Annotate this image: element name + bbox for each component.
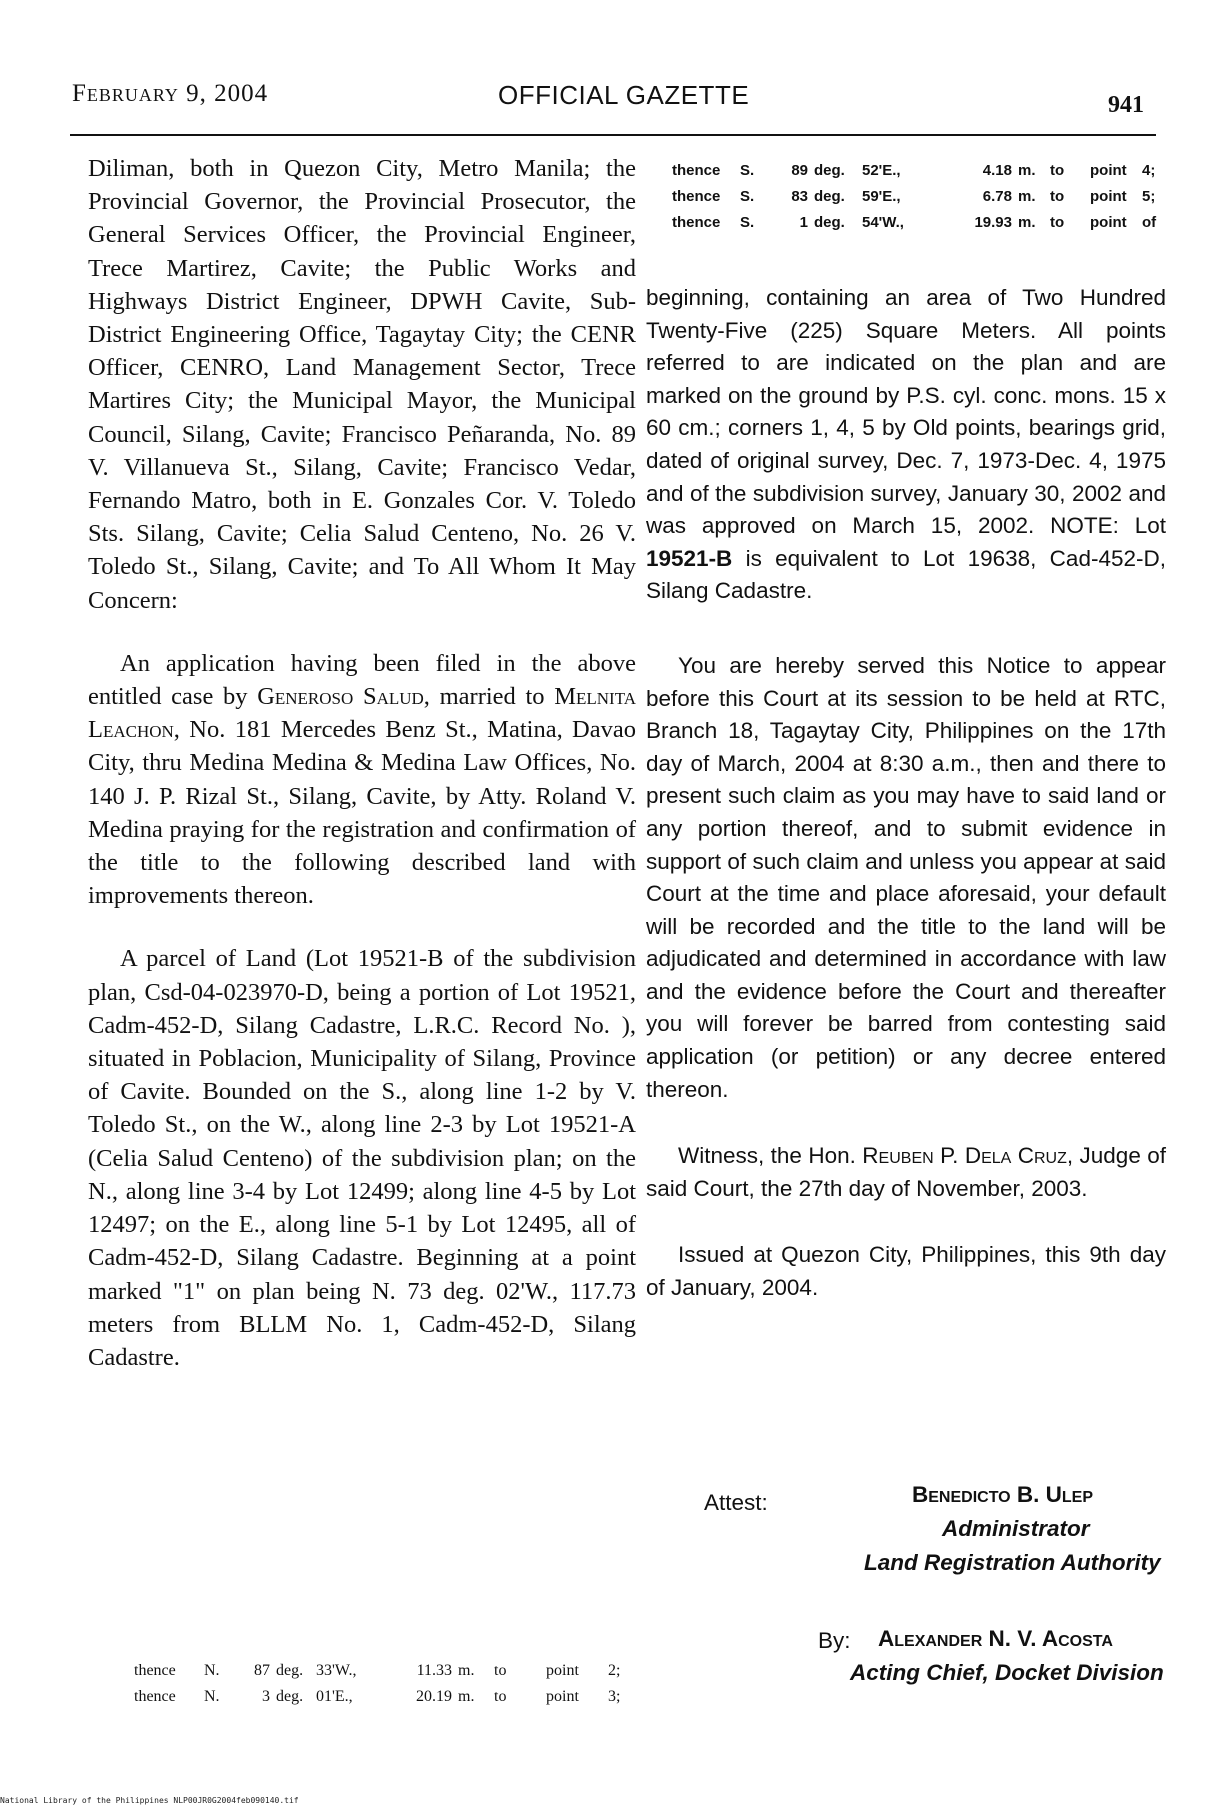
spouse-name: Melnita Leachon xyxy=(88,683,636,744)
tie-line-cell: thence xyxy=(134,1688,176,1705)
application-text-b: , married to xyxy=(423,683,545,711)
tie-line-cell: 89 xyxy=(791,162,808,179)
tie-line-cell: m. xyxy=(1018,162,1036,179)
tie-line-cell: to xyxy=(1050,162,1065,179)
application-text-a: An application having been filed in the above entitled case by xyxy=(88,649,636,711)
tie-line-cell: 01'E., xyxy=(316,1688,353,1705)
beginning-text-b: is equivalent to Lot 19638, Cad-452-D, Silang Cadastre. xyxy=(646,545,1166,604)
by-name: Alexander N. V. Acosta xyxy=(878,1626,1113,1651)
tie-line-cell: deg. xyxy=(814,214,845,231)
tie-lines-bottom xyxy=(134,1658,654,1710)
tie-line-cell: 4; xyxy=(1142,162,1156,179)
addressees-paragraph: Diliman, both in Quezon City, Metro Manila; the Provincial Governor, the Provincial Prosecutor, the General Services Officer, the Provincial Engineer, Trece Martirez, Cavite; the Public Works and Highways District Engineer, DPWH Cavite, Sub-District Engineering Office, Tagaytay City; the CENR Officer, CENRO, Land Management Sector, Trece Martires City; the Municipal Mayor, the Municipal Council, Silang, Cavite; Francisco Peñaranda, No. 89 V. Villanueva St., Silang, Cavite; Francisco Vedar, Fernando Matro, both in E. Gonzales Cor. V. Toledo Sts. Silang, Cavite; Celia Salud Centeno, No. 26 V. Toledo St., Silang, Cavite; and To All Whom It May Concern: xyxy=(88,155,636,614)
tie-line-cell: 87 xyxy=(254,1662,270,1679)
tie-line-cell: 19.93 xyxy=(974,214,1012,231)
tie-line-cell: point xyxy=(1090,188,1127,205)
application-text-c: , No. 181 Mercedes Benz St., Matina, Davao City, thru Medina Medina & Medina Law Offices, No. 140 J. P. Rizal St., Silang, Cavite, by Atty. Roland V. Medina praying for the registration and confirmation of the title to the following described land with improvements thereon. xyxy=(88,716,636,910)
attest-title-2: Land Registration Authority xyxy=(864,1550,1161,1575)
tie-line-cell: deg. xyxy=(276,1688,304,1705)
by-title: Acting Chief, Docket Division xyxy=(850,1660,1164,1685)
tie-line-cell: m. xyxy=(458,1688,475,1705)
tie-line-cell: 1 xyxy=(799,214,808,231)
witness-text-a: Witness, the Hon. xyxy=(678,1143,856,1169)
judge-name: Reuben P. Dela Cruz xyxy=(862,1143,1067,1169)
tie-line-cell: 6.78 xyxy=(982,188,1012,205)
applicant-name: Generoso Salud xyxy=(257,683,424,711)
publication-title: OFFICIAL GAZETTE xyxy=(498,80,750,110)
attest-label: Attest: xyxy=(704,1490,768,1515)
tie-line-cell: thence xyxy=(672,188,721,205)
tie-line-cell: S. xyxy=(740,188,755,205)
witness-paragraph xyxy=(646,1140,1166,1205)
tie-line-cell: thence xyxy=(672,162,721,179)
header-rule xyxy=(70,134,1156,136)
tie-line-cell: thence xyxy=(134,1662,176,1679)
tie-line-cell: m. xyxy=(1018,188,1036,205)
notice-paragraph: You are hereby served this Notice to appear before this Court at its session to be held at RTC, Branch 18, Tagaytay City, Philippines on the 17th day of March, 2004 at 8:30 a.m., then and there to present such claim as you may have to said land or any portion thereof, and to submit evidence in support of such claim and unless you appear at said Court at the time and place aforesaid, your default will be recorded and the title to the land will be adjudicated and determined in accordance with law and the evidence before the Court and thereafter you will forever be barred from contesting said application (or petition) or any decree entered thereon. xyxy=(646,652,1166,1102)
tie-line-cell: deg. xyxy=(276,1662,304,1679)
tie-line-cell: 3 xyxy=(262,1688,270,1705)
header-date: February 9, 2004 xyxy=(72,80,269,107)
by-label: By: xyxy=(818,1628,851,1653)
tie-line-cell: thence xyxy=(672,214,721,231)
attest-name: Benedicto B. Ulep xyxy=(912,1482,1093,1507)
scan-footer: National Library of the Philippines NLP00JR0G2004feb090140.tif xyxy=(0,1796,299,1805)
tie-line-cell: to xyxy=(494,1688,507,1705)
tie-line-cell: N. xyxy=(204,1688,220,1705)
tie-line-cell: m. xyxy=(1018,214,1036,231)
tie-line-cell: 3; xyxy=(608,1688,621,1705)
tie-line-cell: deg. xyxy=(814,188,845,205)
tie-line-cell: 4.18 xyxy=(982,162,1012,179)
issued-paragraph: Issued at Quezon City, Philippines, this 9th day of January, 2004. xyxy=(646,1242,1166,1301)
parcel-description: A parcel of Land (Lot 19521-B of the subdivision plan, Csd-04-023970-D, being a portion of Lot 19521, Cadm-452-D, Silang Cadastre, L.R.C. Record No. ), situated in Poblacion, Municipality of Silang, Province of Cavite. Bounded on the S., along line 1-2 by V. Toledo St., on the W., along line 2-3 by Lot 19521-A (Celia Salud Centeno) of the subdivision plan; on the N., along line 3-4 by Lot 12499; along line 4-5 by Lot 12497; on the E., along line 5-1 by Lot 12495, all of Cadm-452-D, Silang Cadastre. Beginning at a point marked "1" on plan being N. 73 deg. 02'W., 117.73 meters from BLLM No. 1, Cadm-452-D, Silang Cadastre. xyxy=(88,945,636,1371)
right-column xyxy=(646,282,1166,1305)
tie-lines-top xyxy=(672,158,1160,236)
tie-line-cell: of xyxy=(1142,214,1157,231)
tie-line-cell: point xyxy=(1090,214,1127,231)
tie-line-cell: point xyxy=(546,1688,579,1705)
application-paragraph xyxy=(88,647,636,913)
tie-line-cell: 54'W., xyxy=(862,214,904,231)
tie-line-cell: 11.33 xyxy=(416,1662,452,1679)
beginning-paragraph xyxy=(646,282,1166,608)
tie-line-cell: to xyxy=(1050,188,1065,205)
tie-line-cell: to xyxy=(1050,214,1065,231)
tie-line-cell: 5; xyxy=(1142,188,1156,205)
left-column xyxy=(88,152,636,1374)
tie-line-cell: N. xyxy=(204,1662,220,1679)
tie-line-cell: deg. xyxy=(814,162,845,179)
tie-line-cell: to xyxy=(494,1662,507,1679)
tie-line-cell: 2; xyxy=(608,1662,621,1679)
tie-line-cell: S. xyxy=(740,162,755,179)
tie-line-cell: 59'E., xyxy=(862,188,901,205)
tie-line-cell: m. xyxy=(458,1662,475,1679)
beginning-text-a: beginning, containing an area of Two Hundred Twenty-Five (225) Square Meters. All points referred to are indicated on the plan and are marked on the ground by P.S. cyl. conc. mons. 15 x 60 cm.; corners 1, 4, 5 by Old points, bearings grid, dated of original survey, Dec. 7, 1973-Dec. 4, 1975 and of the subdivision survey, January 30, 2002 and was approved on March 15, 2002. NOTE: Lot xyxy=(646,285,1166,539)
witness-text-b: , Judge of said Court, the 27th day of November, 2003. xyxy=(646,1143,1167,1201)
tie-line-cell: 52'E., xyxy=(862,162,901,179)
lot-number: 19521-B xyxy=(646,545,733,571)
tie-line-cell: 33'W., xyxy=(316,1662,357,1679)
tie-line-cell: S. xyxy=(740,214,755,231)
page-number: 941 xyxy=(1108,92,1144,118)
tie-line-cell: point xyxy=(546,1662,579,1679)
tie-line-cell: 20.19 xyxy=(416,1688,452,1705)
tie-line-cell: point xyxy=(1090,162,1127,179)
tie-line-cell: 83 xyxy=(791,188,808,205)
attest-title-1: Administrator xyxy=(942,1516,1090,1541)
